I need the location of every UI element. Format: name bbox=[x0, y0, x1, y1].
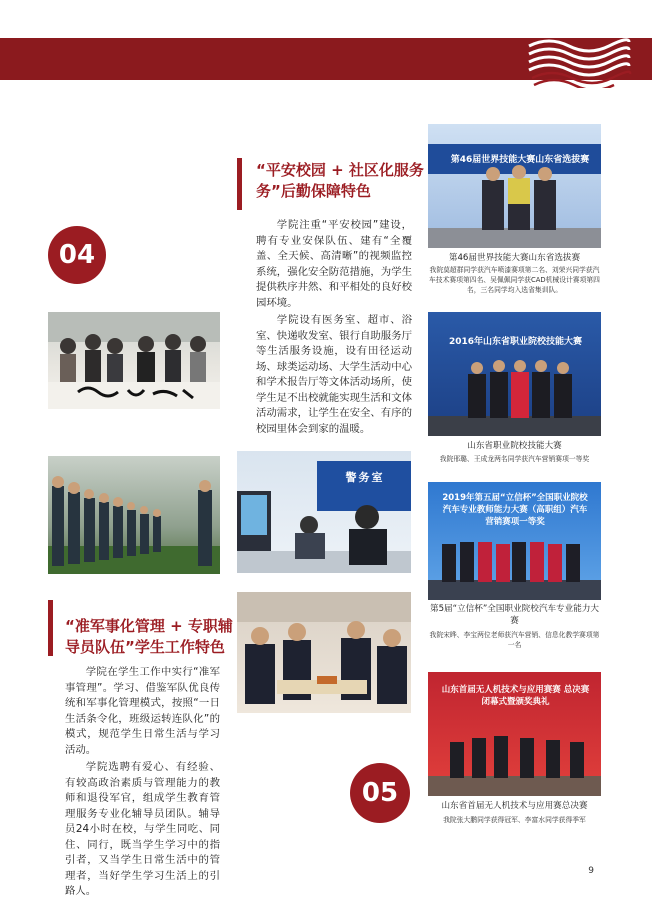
section-04-body bbox=[256, 218, 412, 439]
paragraph: 学院设有医务室、超市、浴室、快递收发室、银行自助服务厅等生活服务设施，设有田径运动场、球类运动场、大学生活动中心和学术报告厅等文体活动场所，使学生足不出校就能实现生活和文体活动需求，让学生在安全、有序的校园里体会到家的温暖。 bbox=[256, 314, 412, 435]
award-caption: 第5届“立信杯”全国职业院校汽车专业能力大赛 bbox=[429, 604, 600, 626]
heading-line: “准军事化管理 + 专职辅 bbox=[65, 617, 233, 635]
paragraph: 学院在学生工作中实行“准军事管理”。学习、借鉴军队优良传统和军事化管理模式，按照“一日生活条令化，班级运转连队化”的模式，规范学生日常生活与学习活动。 bbox=[65, 666, 220, 756]
award-banner-text: 山东首届无人机技术与应用赛赛 总决赛闭幕式暨颁奖典礼 bbox=[441, 685, 590, 707]
section-05-body bbox=[65, 665, 220, 902]
page-number: 9 bbox=[588, 866, 594, 876]
heading-accent-bar bbox=[48, 600, 53, 656]
section-number-05: 05 bbox=[350, 763, 410, 823]
calligraphy-photo bbox=[48, 312, 220, 409]
award-banner-text: 2016年山东省职业院校技能大赛 bbox=[448, 337, 583, 347]
security-room-photo bbox=[237, 451, 411, 573]
section-04-heading bbox=[256, 160, 424, 202]
paragraph: 学院注重“平安校园”建设，聘有专业安保队伍、建有“全覆盖、全天候、高清晰”的视频监控系统，强化安全防范措施，为学生提供秩序井然、和平相处的良好校园环境。 bbox=[256, 219, 412, 309]
award-caption: 山东省职业院校技能大赛 bbox=[467, 441, 562, 451]
heading-line: “平安校园 + 社区化服务 bbox=[256, 161, 424, 179]
award-banner-text: 2019年第五届“立信杯”全国职业院校汽车专业教师能力大赛（高职组）汽车营销赛项一等奖 bbox=[442, 493, 588, 527]
award-caption-sub: 我院宋晔、李宝两位老师获汽车营销、信息化教学赛项第一名 bbox=[429, 631, 600, 649]
award-caption: 第46届世界技能大赛山东省选拔赛 bbox=[448, 253, 581, 263]
award-caption-sub: 我院张大鹏同学获得冠军、李富水同学获得季军 bbox=[443, 816, 586, 824]
award-photo-3 bbox=[428, 482, 601, 600]
award-caption: 山东省首届无人机技术与应用赛总决赛 bbox=[441, 801, 588, 811]
dining-hall-photo bbox=[237, 592, 411, 713]
award-caption-sub: 我院莫超群同学获汽车喷漆赛项第二名、刘荣兴同学获汽车技术赛项第四名、吴佩佩同学获CAD机械设计赛项第四名，三名同学均入选省集训队。 bbox=[429, 266, 600, 294]
heading-accent-bar bbox=[237, 158, 242, 210]
award-caption-sub: 我院邢璐、王成龙两名同学获汽车营销赛项一等奖 bbox=[439, 455, 590, 463]
section-05-heading bbox=[65, 616, 233, 658]
military-training-photo bbox=[48, 456, 220, 574]
section-number-04: 04 bbox=[48, 226, 106, 284]
award-photo-2 bbox=[428, 312, 601, 436]
police-room-sign: 警务室 bbox=[345, 471, 385, 484]
award-photo-4 bbox=[428, 672, 601, 796]
heading-line: 导员队伍”学生工作特色 bbox=[65, 638, 225, 656]
heading-line: 务”后勤保障特色 bbox=[256, 182, 371, 200]
paragraph: 学院选聘有爱心、有经验、有较高政治素质与管理能力的教师和退役军官，组成学生教育管理服务专业化辅导员团队。辅导员24小时在校，与学生同吃、同住、同行，既当学生学习中的指引者，又当学生日常生活中的管理者，当好学生学习生活上的引路人。 bbox=[65, 761, 220, 897]
school-logo-icon bbox=[524, 34, 634, 88]
award-banner-text: 第46届世界技能大赛山东省选拔赛 bbox=[450, 155, 590, 165]
award-photo-1 bbox=[428, 124, 601, 248]
